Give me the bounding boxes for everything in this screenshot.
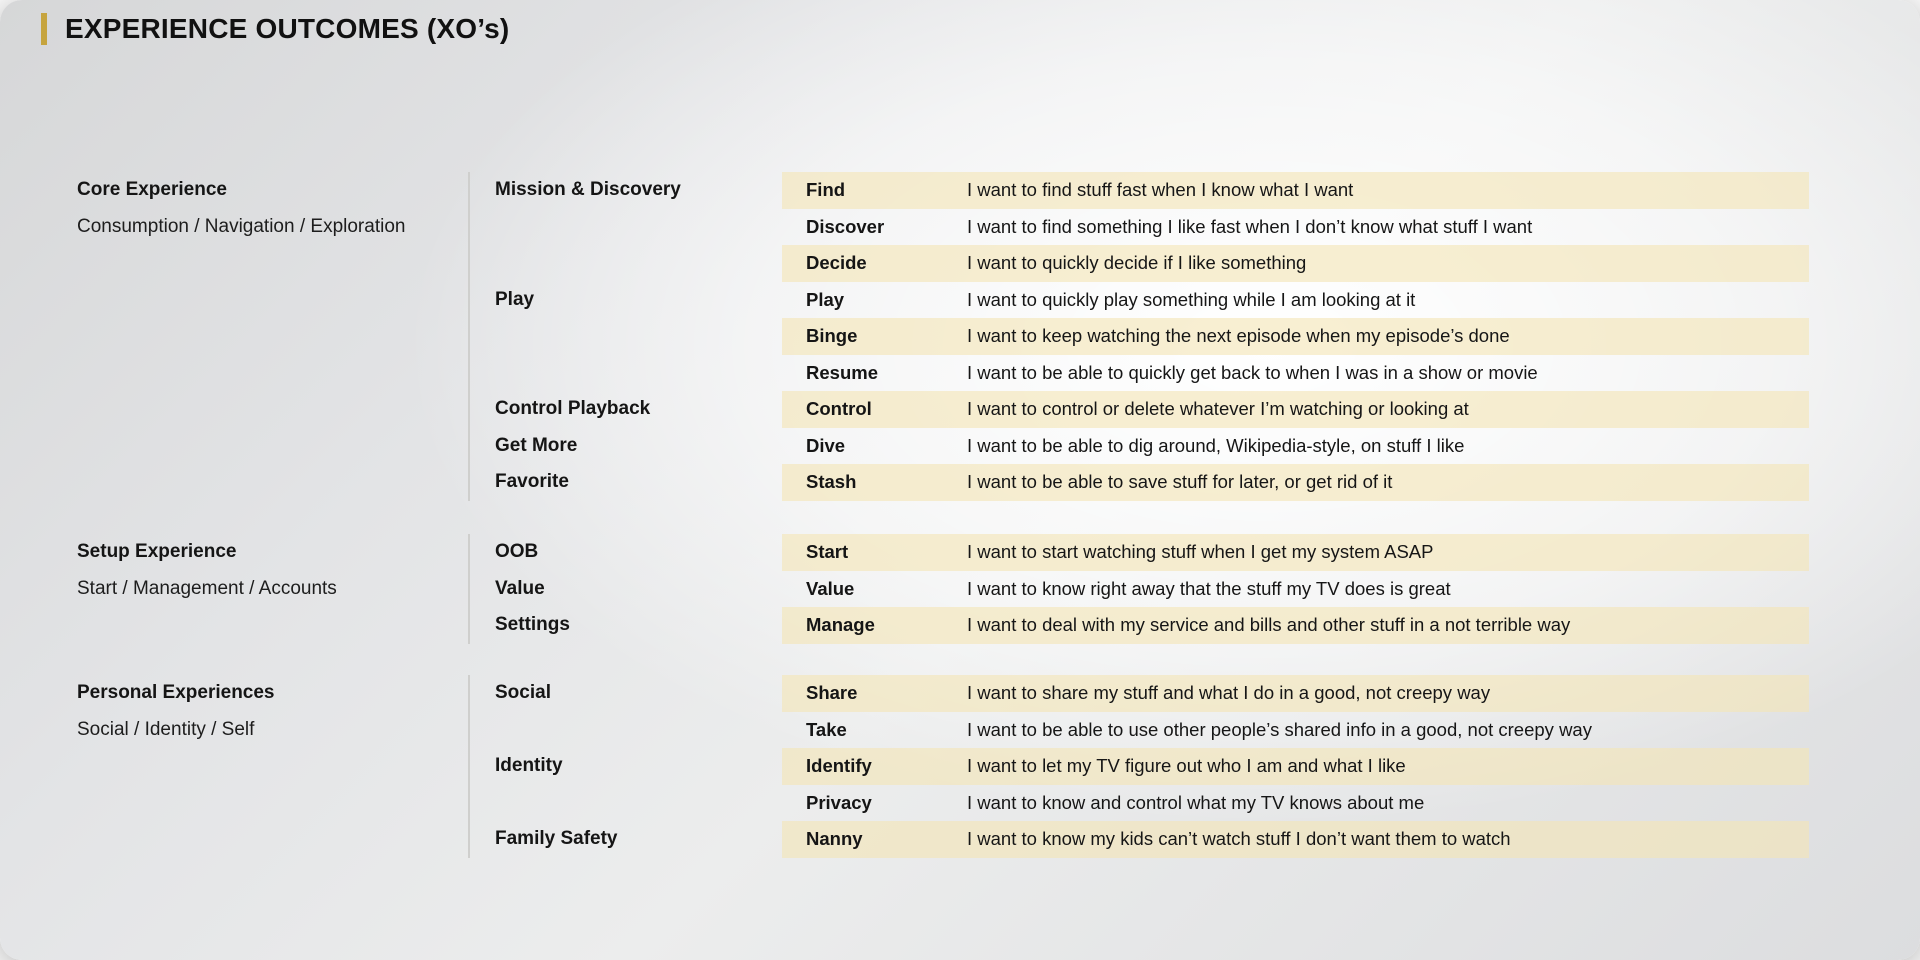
section-subtitle: Consumption / Navigation / Exploration: [77, 215, 406, 237]
keyword-label: Value: [806, 577, 855, 599]
category-label: Mission & Discovery: [495, 179, 681, 200]
xo-row: [0, 209, 1920, 246]
xo-row: [0, 282, 1920, 319]
description-text: I want to find something I like fast when I don’t know what stuff I want: [967, 215, 1533, 237]
description-text: I want to let my TV figure out who I am and what I like: [967, 755, 1406, 776]
keyword-label: Binge: [806, 325, 858, 346]
section-subtitle: Start / Management / Accounts: [77, 577, 337, 599]
xo-row: [0, 712, 1920, 749]
xo-row: [0, 391, 1920, 428]
xo-row: [0, 821, 1920, 858]
category-label: Play: [495, 288, 535, 310]
description-text: I want to know and control what my TV knows about me: [967, 791, 1425, 813]
description-text: I want to quickly decide if I like something: [967, 252, 1307, 273]
keyword-label: Resume: [806, 361, 878, 383]
category-label: Social: [495, 682, 551, 703]
section-block: [0, 172, 1920, 501]
description-text: I want to quickly play something while I am looking at it: [967, 288, 1416, 310]
xo-row: [0, 172, 1920, 209]
description-text: I want to start watching stuff when I get my system ASAP: [967, 541, 1434, 562]
category-label: Control Playback: [495, 398, 651, 419]
xo-row: [0, 245, 1920, 282]
keyword-label: Start: [806, 541, 849, 562]
section-name: Personal Experiences: [77, 682, 275, 703]
category-label: Get More: [495, 434, 578, 456]
keyword-label: Share: [806, 682, 858, 703]
description-text: I want to be able to dig around, Wikipedia-style, on stuff I like: [967, 434, 1465, 456]
keyword-label: Find: [806, 179, 846, 200]
page-title: EXPERIENCE OUTCOMES (XO’s): [65, 13, 510, 44]
description-text: I want to be able to quickly get back to when I was in a show or movie: [967, 361, 1538, 383]
header: [41, 13, 509, 45]
xo-row: [0, 675, 1920, 712]
xo-row: [0, 785, 1920, 822]
section-rows: [0, 675, 1920, 858]
keyword-label: Stash: [806, 471, 857, 492]
xo-row: [0, 607, 1920, 644]
section-name: Setup Experience: [77, 541, 237, 562]
description-text: I want to share my stuff and what I do in a good, not creepy way: [967, 682, 1491, 703]
xo-row: [0, 748, 1920, 785]
xo-row: [0, 464, 1920, 501]
description-text: I want to keep watching the next episode when my episode’s done: [967, 325, 1510, 346]
keyword-label: Control: [806, 398, 872, 419]
category-label: Value: [495, 577, 545, 599]
keyword-label: Play: [806, 288, 845, 310]
description-text: I want to deal with my service and bills and other stuff in a not terrible way: [967, 614, 1571, 635]
section-name: Core Experience: [77, 179, 227, 200]
category-label: Settings: [495, 614, 570, 635]
description-text: I want to know right away that the stuff my TV does is great: [967, 577, 1451, 599]
section-rows: [0, 172, 1920, 501]
section-block: [0, 534, 1920, 644]
xo-row: [0, 428, 1920, 465]
keyword-label: Manage: [806, 614, 875, 635]
xo-row: [0, 355, 1920, 392]
category-label: OOB: [495, 541, 539, 562]
category-label: Identity: [495, 755, 563, 776]
keyword-label: Privacy: [806, 791, 872, 813]
keyword-label: Take: [806, 718, 847, 740]
section-subtitle: Social / Identity / Self: [77, 718, 255, 740]
xo-row: [0, 318, 1920, 355]
description-text: I want to control or delete whatever I’m watching or looking at: [967, 398, 1469, 419]
description-text: I want to find stuff fast when I know what I want: [967, 179, 1354, 200]
category-label: Family Safety: [495, 828, 618, 849]
category-label: Favorite: [495, 471, 569, 492]
keyword-label: Discover: [806, 215, 885, 237]
xo-row: [0, 571, 1920, 608]
section-rows: [0, 534, 1920, 644]
keyword-label: Nanny: [806, 828, 863, 849]
description-text: I want to be able to save stuff for later, or get rid of it: [967, 471, 1393, 492]
xo-row: [0, 534, 1920, 571]
keyword-label: Dive: [806, 434, 846, 456]
keyword-label: Decide: [806, 252, 867, 273]
keyword-label: Identify: [806, 755, 872, 776]
description-text: I want to be able to use other people’s shared info in a good, not creepy way: [967, 718, 1592, 740]
description-text: I want to know my kids can’t watch stuff I don’t want them to watch: [967, 828, 1511, 849]
accent-bar: [41, 13, 47, 45]
section-block: [0, 675, 1920, 858]
